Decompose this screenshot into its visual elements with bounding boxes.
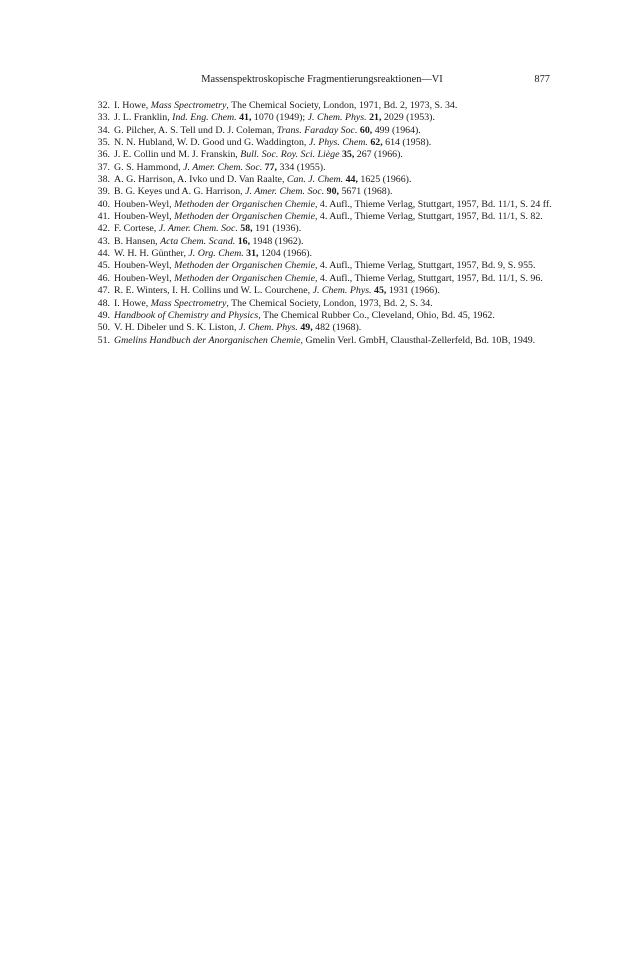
reference-text [114, 223, 301, 234]
reference-text-segment: 614 (1958). [382, 137, 432, 149]
reference-text-segment: Houben-Weyl, [114, 211, 175, 223]
reference-number: 36. [97, 149, 110, 161]
reference-source-title: Methoden der Organischen Chemie [174, 211, 315, 223]
reference-text-segment: Houben-Weyl, [114, 260, 175, 272]
reference-text-segment: B. Hansen, [114, 235, 161, 247]
reference-item [88, 273, 556, 285]
reference-text [114, 174, 411, 185]
reference-text-segment: R. E. Winters, I. H. Collins und W. L. Courchene, [114, 285, 313, 297]
reference-source-title: Mass Spectrometry [150, 100, 227, 111]
reference-item [88, 236, 556, 248]
reference-text-segment: N. N. Hubland, W. D. Good und G. Waddington, [114, 137, 309, 149]
reference-text-segment: 2029 (1953). [381, 112, 435, 124]
reference-source-title: Bull. Soc. Roy. Sci. Liège [240, 149, 340, 161]
reference-text [114, 100, 457, 111]
reference-text-segment: , Gmelin Verl. GmbH, Clausthal-Zellerfeld, Bd. 10B, 1949. [300, 334, 536, 346]
reference-number: 42. [97, 223, 110, 235]
reference-text-segment: I. Howe, [114, 100, 151, 111]
reference-source-title: Ind. Eng. Chem. [172, 112, 237, 124]
reference-text [114, 149, 403, 160]
reference-item [88, 186, 556, 198]
reference-number: 49. [97, 309, 110, 321]
reference-text-segment: 1204 (1966). [258, 248, 312, 260]
reference-volume: 49, [300, 322, 313, 334]
reference-number: 34. [97, 124, 110, 136]
reference-item [88, 149, 556, 161]
reference-number: 38. [97, 174, 110, 186]
reference-text-segment: 1625 (1966). [357, 174, 412, 186]
reference-text-segment: 1070 (1949); [251, 112, 308, 124]
reference-text-segment: Houben-Weyl, [114, 198, 175, 210]
reference-item [88, 285, 556, 297]
reference-text-segment: F. Cortese, [114, 223, 159, 235]
reference-volume: 21, [369, 112, 382, 124]
reference-text [114, 248, 312, 259]
running-title: Massenspektroskopische Fragmentierungsreaktionen—VI [201, 74, 443, 85]
reference-text-segment: 499 (1964). [372, 124, 421, 136]
reference-text [114, 260, 535, 271]
reference-text-segment: 267 (1966). [354, 149, 403, 161]
reference-text-segment: , 4. Aufl., Thieme Verlag, Stuttgart, 1957, Bd. 9, S. 955. [314, 260, 536, 272]
reference-number: 46. [97, 272, 110, 284]
reference-source-title: Methoden der Organischen Chemie [174, 272, 315, 284]
reference-volume: 41, [239, 112, 252, 124]
reference-item [88, 211, 556, 223]
reference-text-segment: G. S. Hammond, [114, 161, 184, 173]
reference-text-segment: , 4. Aufl., Thieme Verlag, Stuttgart, 1957, Bd. 11/1, S. 82. [314, 211, 543, 223]
reference-item [88, 199, 556, 211]
reference-text-segment: J. L. Franklin, [114, 112, 173, 124]
reference-source-title: J. Amer. Chem. Soc. [183, 161, 263, 173]
reference-text-segment: 1948 (1962). [250, 235, 304, 247]
reference-text-segment: , The Chemical Society, London, 1973, Bd. 2, S. 34. [226, 297, 433, 309]
reference-text [114, 236, 304, 247]
reference-volume: 31, [246, 248, 259, 260]
reference-volume: 16, [237, 235, 251, 247]
reference-text-segment: V. H. Dibeler und S. K. Liston, [114, 322, 239, 334]
reference-number: 44. [97, 248, 110, 260]
reference-text [114, 137, 431, 148]
reference-text [114, 125, 421, 136]
reference-source-title: J. Chem. Phys. [307, 112, 367, 124]
reference-number: 48. [97, 297, 110, 309]
reference-number: 37. [97, 161, 110, 173]
reference-text [114, 199, 552, 210]
reference-volume: 62, [370, 137, 383, 149]
reference-volume: 60, [359, 124, 373, 136]
reference-volume: 77, [264, 161, 278, 173]
reference-text-segment: W. H. H. Günther, [114, 248, 189, 260]
reference-item [88, 260, 556, 272]
reference-number: 41. [97, 211, 110, 223]
reference-text-segment: J. E. Collin und M. J. Franskin, [114, 149, 241, 161]
reference-item [88, 137, 556, 149]
reference-item [88, 223, 556, 235]
reference-source-title: J. Org. Chem. [188, 248, 244, 260]
reference-text-segment: , The Chemical Rubber Co., Cleveland, Ohio, Bd. 45, 1962. [258, 309, 495, 321]
reference-text [114, 162, 326, 173]
reference-text-segment: G. Pilcher, A. S. Tell und D. J. Coleman, [114, 124, 277, 136]
reference-text [114, 112, 435, 123]
running-head [88, 72, 556, 88]
reference-source-title: Methoden der Organischen Chemie [174, 198, 315, 210]
reference-text-segment: , 4. Aufl., Thieme Verlag, Stuttgart, 1957, Bd. 11/1, S. 96. [314, 272, 543, 284]
reference-text-segment: A. G. Harrison, A. Ivko und D. Van Raalte, [114, 174, 287, 186]
reference-number: 43. [97, 235, 110, 247]
reference-text [114, 310, 495, 321]
reference-text [114, 186, 392, 197]
reference-source-title: J. Phys. Chem. [308, 137, 368, 149]
reference-text-segment: 482 (1968). [312, 322, 362, 334]
reference-text [114, 322, 361, 333]
reference-volume: 35, [341, 149, 355, 161]
reference-number: 33. [97, 112, 110, 124]
reference-text-segment: 191 (1936). [252, 223, 302, 235]
reference-source-title: J. Chem. Phys. [238, 322, 298, 334]
reference-source-title: Gmelins Handbuch der Anorganischen Chemie [114, 334, 301, 346]
reference-text-segment: 1931 (1966). [386, 285, 440, 297]
reference-volume: 44, [345, 174, 358, 186]
reference-item [88, 310, 556, 322]
page-number: 877 [534, 74, 550, 85]
reference-volume: 90, [326, 186, 339, 198]
reference-text-segment: , 4. Aufl., Thieme Verlag, Stuttgart, 1957, Bd. 11/1, S. 24 ff. [314, 198, 552, 210]
reference-text-segment: 5671 (1968). [339, 186, 393, 198]
reference-number: 50. [97, 322, 110, 334]
reference-source-title: Mass Spectrometry [150, 297, 227, 309]
reference-list [88, 100, 556, 347]
reference-item [88, 174, 556, 186]
reference-item [88, 162, 556, 174]
reference-text-segment: 334 (1955). [277, 161, 326, 173]
reference-text [114, 211, 543, 222]
reference-text [114, 285, 440, 296]
reference-number: 32. [97, 100, 110, 111]
reference-source-title: Handbook of Chemistry and Physics [114, 309, 259, 321]
reference-source-title: Trans. Faraday Soc. [276, 124, 358, 136]
reference-text [114, 273, 543, 284]
reference-text-segment: B. G. Keyes und A. G. Harrison, [114, 186, 246, 198]
reference-text [114, 335, 535, 346]
reference-volume: 58, [240, 223, 253, 235]
reference-number: 47. [97, 285, 110, 297]
reference-text-segment: , The Chemical Society, London, 1971, Bd. 2, 1973, S. 34. [226, 100, 458, 111]
reference-item [88, 298, 556, 310]
reference-text [114, 298, 433, 309]
reference-item [88, 100, 556, 112]
reference-item [88, 322, 556, 334]
reference-number: 45. [97, 260, 110, 272]
reference-text-segment: Houben-Weyl, [114, 272, 175, 284]
reference-item [88, 125, 556, 137]
reference-item [88, 335, 556, 347]
reference-item [88, 248, 556, 260]
reference-item [88, 112, 556, 124]
reference-text-segment: I. Howe, [114, 297, 151, 309]
reference-source-title: J. Amer. Chem. Soc. [245, 186, 325, 198]
reference-source-title: Methoden der Organischen Chemie [174, 260, 315, 272]
reference-source-title: Can. J. Chem. [286, 174, 344, 186]
reference-volume: 45, [374, 285, 387, 297]
reference-source-title: J. Amer. Chem. Soc. [158, 223, 238, 235]
reference-number: 35. [97, 137, 110, 149]
reference-number: 51. [97, 334, 110, 346]
reference-number: 40. [97, 198, 110, 210]
reference-source-title: J. Chem. Phys. [312, 285, 372, 297]
reference-source-title: Acta Chem. Scand. [160, 235, 236, 247]
reference-number: 39. [97, 186, 110, 198]
